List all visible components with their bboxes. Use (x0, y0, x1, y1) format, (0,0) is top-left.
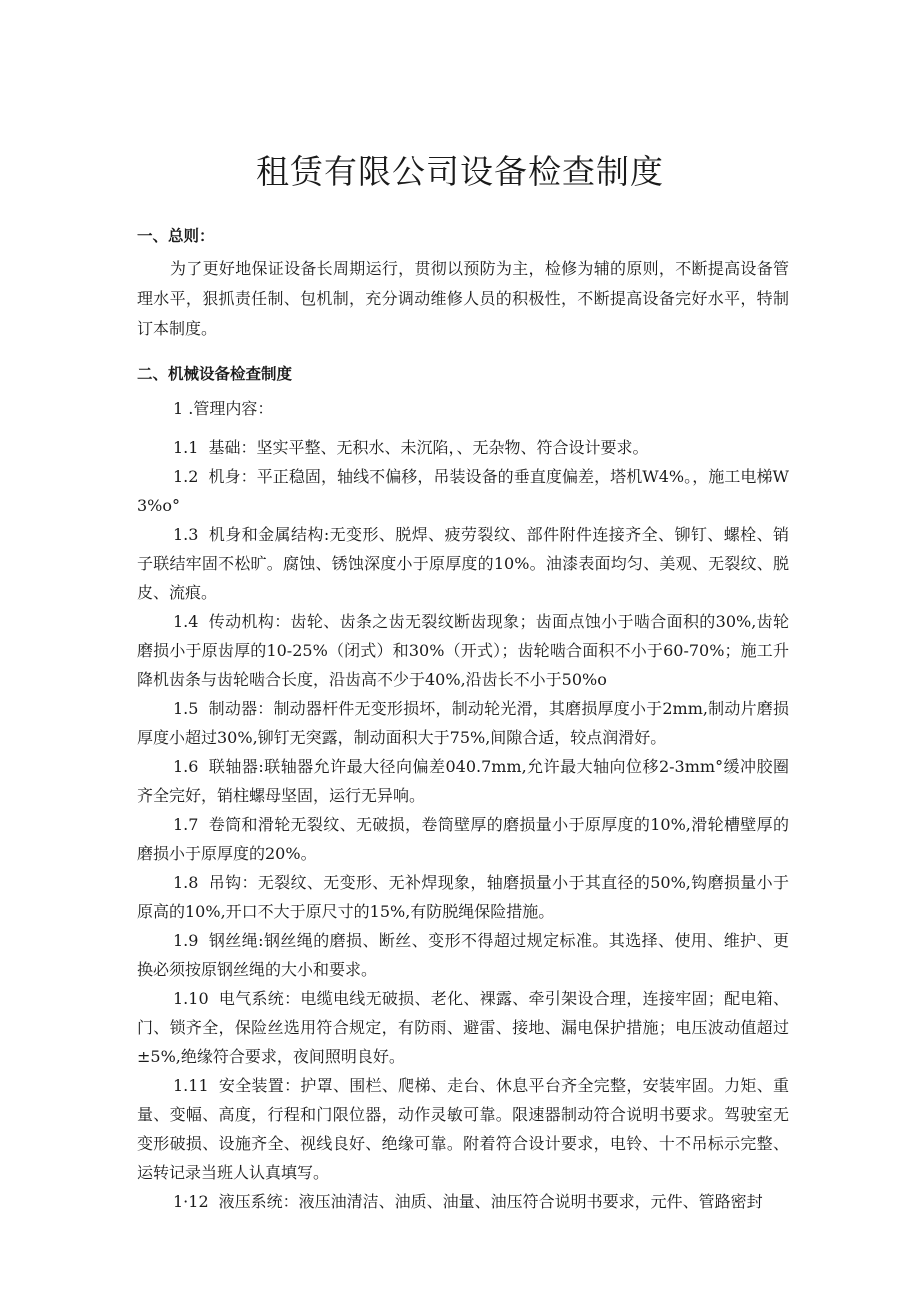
inspection-item (137, 810, 789, 868)
inspection-item (137, 694, 789, 752)
inspection-item (137, 868, 789, 926)
inspection-item-text: 联轴器:联轴器允许最大径向偏差040.7mm,允许最大轴向位移2-3mm°缓冲胶圈齐全完好，销柱螺母坚固，运行无异响。 (137, 757, 789, 805)
inspection-item-number: 1.7 (173, 815, 199, 834)
inspection-item-text: 基础：坚实平整、无积水、未沉陷，、无杂物、符合设计要求。 (208, 438, 649, 457)
inspection-item-number: 1.6 (173, 757, 199, 776)
inspection-item-number: 1.1 (173, 438, 199, 457)
inspection-item-number: 1.10 (173, 989, 209, 1008)
inspection-item-number: 1.5 (173, 699, 199, 718)
inspection-item-text: 钢丝绳:钢丝绳的磨损、断丝、变形不得超过规定标准。其选择、使用、维护、更换必须按原钢丝绳的大小和要求。 (137, 931, 789, 979)
inspection-item-text: 传动机构：齿轮、齿条之齿无裂纹断齿现象；齿面点蚀小于啮合面积的30%,齿轮磨损小于原齿厚的10-25%（闭式）和30%（开式）；齿轮啮合面积不小于60-70%；施工升降机齿条与齿轮啮合长度，沿齿高不少于40%,沿齿长不小于50%o (137, 612, 789, 689)
inspection-item-text: 电气系统：电缆电线无破损、老化、裸露、牵引架设合理，连接牢固；配电箱、门、锁齐全，保险丝选用符合规定，有防雨、避雷、接地、漏电保护措施；电压波动值超过±5%,绝缘符合要求，夜间照明良好。 (137, 989, 789, 1066)
inspection-item-text: 吊钩：无裂纹、无变形、无补焊现象，轴磨损量小于其直径的50%,钩磨损量小于原高的10%,开口不大于原尺寸的15%,有防脱绳保险措施。 (137, 873, 789, 921)
inspection-item (137, 520, 789, 607)
inspection-item-text: 机身和金属结构:无变形、脱焊、疲劳裂纹、部件附件连接齐全、铆钉、螺栓、销子联结牢固不松旷。腐蚀、锈蚀深度小于原厚度的10%。油漆表面均匀、美观、无裂纹、脱皮、流痕。 (137, 525, 789, 602)
inspection-item-text: 制动器：制动器杆件无变形损坏，制动轮光滑，其磨损厚度小于2mm,制动片磨损厚度小超过30%,铆钉无突露，制动面积大于75%,间隙合适，较点润滑好。 (137, 699, 789, 747)
inspection-item-text: 卷筒和滑轮无裂纹、无破损，卷筒壁厚的磨损量小于原厚度的10%,滑轮槽壁厚的磨损小于原厚度的20%。 (137, 815, 789, 863)
inspection-item-number: 1.2 (173, 467, 199, 486)
inspection-item (137, 1071, 789, 1187)
inspection-item-number: 1.3 (173, 525, 199, 544)
inspection-item-text: 安全装置：护罩、围栏、爬梯、走台、休息平台齐全完整，安装牢固。力矩、重量、变幅、高度，行程和门限位器，动作灵敏可靠。限速器制动符合说明书要求。驾驶室无变形破损、设施齐全、视线良好、绝缘可靠。附着符合设计要求，电铃、十不吊标示完整、运转记录当班人认真填写。 (137, 1076, 789, 1182)
inspection-item-number: 1.8 (173, 873, 199, 892)
inspection-item (137, 462, 789, 520)
section-mechanical-heading: 二、机械设备检查制度 (137, 365, 293, 383)
inspection-item (137, 926, 789, 984)
inspection-item (137, 1187, 789, 1216)
inspection-item-number: 1.4 (173, 612, 199, 631)
inspection-item-text: 机身：平正稳固，轴线不偏移，吊装设备的垂直度偏差，塔机W4%。，施工电梯W3%o° (137, 467, 789, 515)
inspection-item-text: 液压系统：液压油清洁、油质、油量、油压符合说明书要求，元件、管路密封 (218, 1192, 763, 1211)
inspection-item (137, 752, 789, 810)
section-general-heading: 一、总则： (137, 227, 215, 245)
inspection-item-number: 1.11 (173, 1076, 209, 1095)
management-content-subheading: 1 .管理内容： (173, 399, 274, 418)
document-content (137, 226, 789, 1216)
inspection-item (137, 433, 789, 462)
inspection-item-number: 1·12 (173, 1192, 209, 1211)
document-title: 租赁有限公司设备检查制度 (256, 152, 664, 191)
inspection-item-number: 1.9 (173, 931, 199, 950)
section-general-body: 为了更好地保证设备长周期运行，贯彻以预防为主，检修为辅的原则，不断提高设备管理水平，狠抓责任制、包机制，充分调动维修人员的积极性，不断提高设备完好水平，特制订本制度。 (137, 259, 789, 338)
inspection-items-list (137, 433, 789, 1216)
inspection-item (137, 984, 789, 1071)
inspection-item (137, 607, 789, 694)
